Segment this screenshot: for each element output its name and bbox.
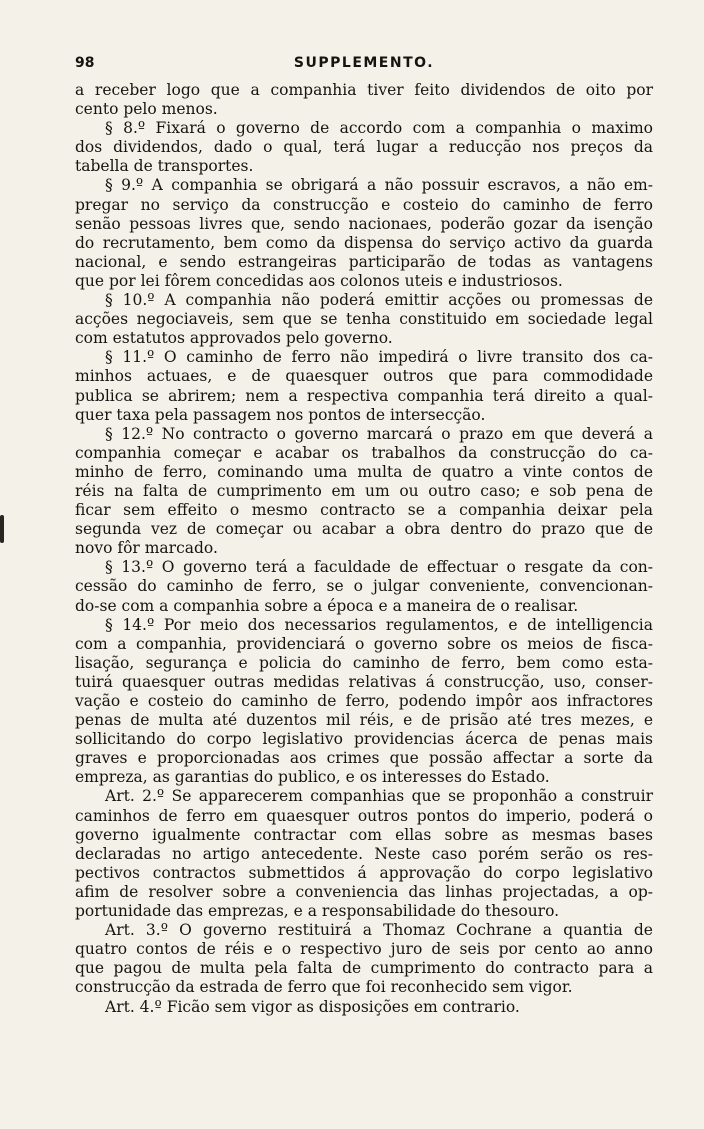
document-page — [75, 55, 653, 1017]
text-line: penas de multa até duzentos mil réis, e de prisão até tres mezes, e — [75, 711, 653, 730]
text-line: réis na falta de cumprimento em um ou outro caso; e sob pena de — [75, 481, 653, 500]
paragraph-s13 — [75, 558, 653, 615]
text-line: publica se abrirem; nem a respectiva companhia terá direito a qual- — [75, 386, 653, 405]
text-line: com estatutos approvados pelo governo. — [75, 329, 393, 348]
paragraph-s9 — [75, 176, 653, 291]
paragraph-s12 — [75, 425, 653, 559]
page-number: 98 — [75, 55, 95, 71]
margin-binding-mark — [0, 515, 4, 543]
text-line: afim de resolver sobre a conveniencia das linhas projectadas, a op- — [75, 882, 653, 901]
text-line: companhia começar e acabar os trabalhos da construcção do ca- — [75, 443, 653, 462]
text-line: nacional, e sendo estrangeiras participarão de todas as vantagens — [75, 252, 653, 271]
text-line: Art. 2.º Se apparecerem companhias que se proponhão a construir — [105, 787, 653, 806]
text-line: quatro contos de réis e o respectivo juro de seis por cento ao anno — [75, 940, 653, 959]
text-line: cento pelo menos. — [75, 100, 218, 119]
text-line: senão pessoas livres que, sendo nacionaes, poderão gozar da isenção — [75, 214, 653, 233]
text-line: § 11.º O caminho de ferro não impedirá o livre transito dos ca- — [105, 348, 653, 367]
text-line: que pagou de multa pela falta de cumprimento do contracto para a — [75, 959, 653, 978]
paragraph-art4 — [75, 998, 653, 1017]
text-line: tabella de transportes. — [75, 157, 254, 176]
text-line: Art. 4.º Ficão sem vigor as disposições em contrario. — [105, 997, 520, 1016]
text-line: § 13.º O governo terá a faculdade de effectuar o resgate da con- — [105, 558, 653, 577]
paragraph-art3 — [75, 921, 653, 997]
text-line: minho de ferro, cominando uma multa de quatro a vinte contos de — [75, 462, 653, 481]
paragraph-art2 — [75, 787, 653, 921]
text-line: declaradas no artigo antecedente. Neste caso porém serão os res- — [75, 844, 653, 863]
text-line: com a companhia, providenciará o governo sobre os meios de fisca- — [75, 634, 653, 653]
text-line: vação e costeio do caminho de ferro, podendo impôr aos infractores — [75, 692, 653, 710]
text-line: acções negociaveis, sem que se tenha constituido em sociedade legal — [75, 310, 653, 329]
text-line: graves e proporcionadas aos crimes que possão affectar a sorte da — [75, 749, 653, 768]
text-line: dos dividendos, dado o qual, terá lugar a reducção nos preços da — [75, 138, 653, 157]
text-line: construcção da estrada de ferro que foi reconhecido sem vigor. — [75, 978, 573, 997]
text-line: § 12.º No contracto o governo marcará o prazo em que deverá a — [105, 424, 653, 443]
text-line: § 9.º A companhia se obrigará a não possuir escravos, a não em- — [105, 176, 653, 195]
text-line: novo fôr marcado. — [75, 539, 218, 558]
text-line: cessão do caminho de ferro, se o julgar conveniente, convencionan- — [75, 577, 653, 596]
text-line: pectivos contractos submettidos á approvação do corpo legislativo — [75, 863, 653, 882]
text-line: ficar sem effeito o mesmo contracto se a companhia deixar pela — [75, 501, 653, 520]
text-line: empreza, as garantias do publico, e os interesses do Estado. — [75, 768, 550, 787]
text-line: § 14.º Por meio dos necessarios regulamentos, e de intelligencia — [105, 615, 653, 634]
paragraph-s10 — [75, 291, 653, 348]
paragraph-s8 — [75, 119, 653, 176]
text-line: quer taxa pela passagem nos pontos de intersecção. — [75, 405, 486, 424]
text-line: a receber logo que a companhia tiver feito dividendos de oito por — [75, 81, 653, 99]
text-line: segunda vez de começar ou acabar a obra dentro do prazo que de — [75, 520, 653, 539]
text-line: Art. 3.º O governo restituirá a Thomaz Cochrane a quantia de — [105, 921, 653, 940]
text-line: § 10.º A companhia não poderá emittir acções ou promessas de — [105, 291, 653, 310]
text-line: tuirá quaesquer outras medidas relativas á construcção, uso, conser- — [75, 672, 653, 691]
text-line: § 8.º Fixará o governo de accordo com a companhia o maximo — [105, 119, 653, 138]
page-header — [75, 55, 653, 81]
text-line: do recrutamento, bem como da dispensa do serviço activo da guarda — [75, 233, 653, 252]
paragraph-s14 — [75, 616, 653, 788]
text-line: do-se com a companhia sobre a época e a maneira de o realisar. — [75, 596, 579, 615]
running-title: SUPPLEMENTO. — [293, 55, 435, 71]
text-line: pregar no serviço da construcção e costeio do caminho de ferro — [75, 195, 653, 214]
text-line: lisação, segurança e policia do caminho de ferro, bem como esta- — [75, 653, 653, 672]
text-line: portunidade das emprezas, e a responsabilidade do thesouro. — [75, 902, 560, 921]
body-text — [75, 81, 653, 1017]
paragraph-p0 — [75, 81, 653, 119]
paragraph-s11 — [75, 348, 653, 424]
text-line: que por lei fôrem concedidas aos colonos uteis e industriosos. — [75, 271, 563, 290]
text-line: caminhos de ferro em quaesquer outros pontos do imperio, poderá o — [75, 806, 653, 825]
text-line: minhos actuaes, e de quaesquer outros que para commodidade — [75, 367, 653, 386]
text-line: governo igualmente contractar com ellas sobre as mesmas bases — [75, 825, 653, 844]
text-line: sollicitando do corpo legislativo providencias ácerca de penas mais — [75, 730, 653, 749]
